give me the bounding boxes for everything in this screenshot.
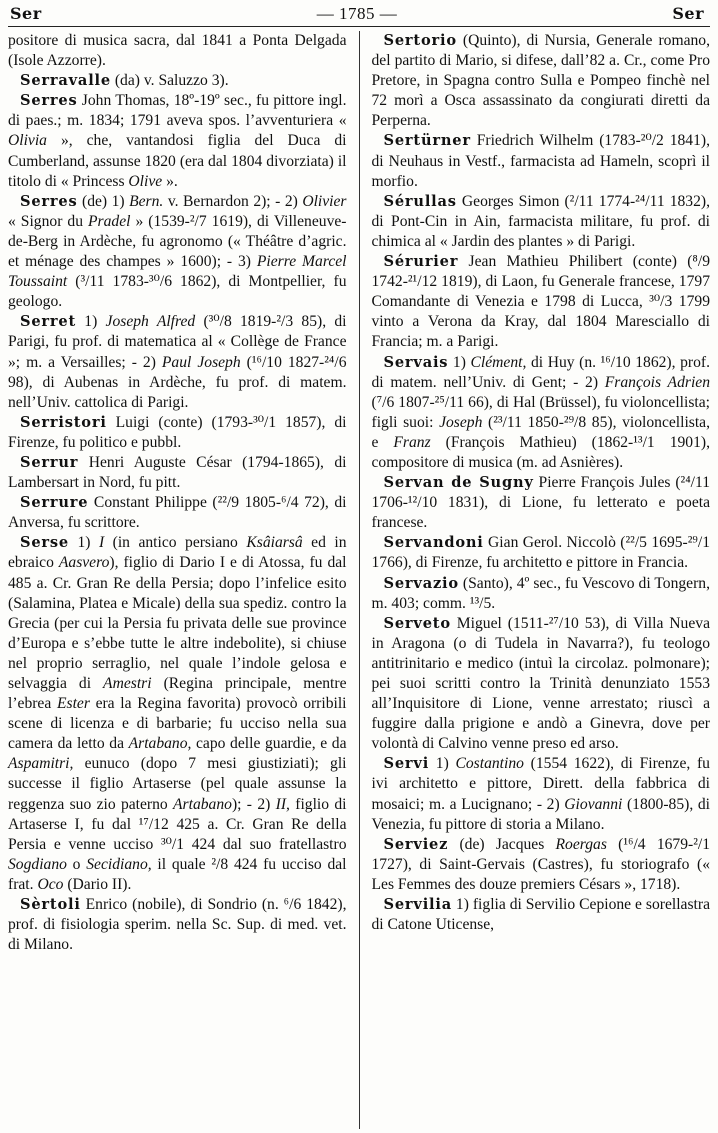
dictionary-entry xyxy=(8,493,347,533)
dictionary-entry xyxy=(8,312,347,412)
entry-text: (¹⁶/4 1679-²/1 1727), di Saint-Gervais (Castres), fu storiografo (« Les Femmes des douze premiers Césars », 1718). xyxy=(371,835,710,893)
entry-text: capo delle guardie, e da xyxy=(191,735,347,753)
entry-text: Luigi (conte) (1793-³⁰/1 1857), di Firenze, fu politico e pubbl. xyxy=(8,413,347,451)
entry-text: Constant Philippe (²²/9 1805-⁶/4 72), di Anversa, fu scrittore. xyxy=(8,494,347,532)
entry-text: ». xyxy=(162,172,178,190)
dictionary-entry xyxy=(372,252,711,352)
entry-headword: Sertorio xyxy=(383,32,457,49)
entry-text: il quale ²/8 424 fu ucciso dal frat. xyxy=(8,855,347,893)
entry-text: Gian Gerol. Niccolò (²²/5 1695-²⁹/1 1766), di Firenze, fu architetto e pittore in Francia. xyxy=(371,534,710,572)
entry-headword: Sérullas xyxy=(383,192,457,210)
entry-text: Enrico (nobile), di Sondrio (n. ⁶/6 1842), prof. di fisiologia sperim. nella Sc. Sup. di med. vet. di Milano. xyxy=(8,896,347,954)
entry-italic-text: Secidiano, xyxy=(86,855,152,873)
entry-text: positore di musica sacra, dal 1841 a Ponta Delgada (Isole Azzorre). xyxy=(8,32,347,70)
page-number: — 1785 — xyxy=(316,4,398,23)
entry-text: 1) xyxy=(69,534,99,552)
entry-italic-text: I xyxy=(98,534,105,552)
entry-text: v. Bernardon 2); - 2) xyxy=(163,192,303,210)
entry-headword: Servandoni xyxy=(383,534,484,552)
entry-headword: Serse xyxy=(20,534,70,552)
entry-text: (Quinto), di Nursia, Generale romano, del partito di Mario, si difese, dall’82 a. Cr., come Pro Pretore, in Spagna contro Sulla e Pompeo finchè nel 72 morì a Osca assassinato da congiurati diretti da Perperna. xyxy=(371,32,710,130)
entry-headword: Serviez xyxy=(383,835,449,853)
entry-text: ), figlio di Dario I e di Atossa, fu dal 485 a. Cr. Gran Re della Persia; dopo l’infelice esito (Salamina, Platea e Micale) della sua spediz. contro la Grecia (per cui la Persia fu privata delle sue province d’Europa e s’ebbe tutte le altre indebolite), si chiuse nel proprio serraglio, nel quale l’indole gelosa e selvaggia di xyxy=(8,554,347,692)
dictionary-entry xyxy=(372,614,711,755)
entry-italic-text: Clément, xyxy=(470,353,527,371)
dictionary-entry xyxy=(372,533,711,573)
entry-text: (in antico persiano xyxy=(104,534,247,552)
entry-headword: Servazio xyxy=(383,574,459,592)
entry-text: Pierre François Jules (²⁴/11 1706-¹²/10 1831), di Lione, fu letterato e poeta francese. xyxy=(371,474,711,532)
right-column xyxy=(360,31,711,1129)
entry-headword: Serristori xyxy=(20,413,107,431)
entry-italic-text: Olivier xyxy=(302,192,347,210)
dictionary-entry xyxy=(372,574,711,614)
entry-italic-text: II, xyxy=(275,795,290,813)
entry-italic-text: Ester xyxy=(56,695,90,713)
entry-headword: Serret xyxy=(20,313,77,331)
entry-headword: Serravalle xyxy=(20,72,111,90)
dictionary-entry xyxy=(8,895,347,955)
dictionary-entry xyxy=(372,835,711,895)
entry-text: (³/11 1783-³⁰/6 1862), di Montpellier, fu geologo. xyxy=(8,273,347,311)
entry-headword: Servais xyxy=(383,353,449,371)
entry-text: eunuco (dopo 7 mesi giustiziati); gli successe il figlio Artaserse (pel quale assunse la reggenza suo zio paterno xyxy=(8,755,347,813)
entry-italic-text: Pierre Marcel Toussaint xyxy=(8,253,347,291)
entry-text: o xyxy=(66,855,87,873)
entry-text: (⁷/6 1807-²⁵/11 66), di Hal (Brüssel), fu violoncellista; figli suoi: xyxy=(371,393,710,431)
entry-text: 1) figlia di Servilio Cepione e sorellastra di Catone Uticense, xyxy=(371,896,710,934)
entry-text: (Dario II). xyxy=(63,875,132,893)
entry-text: (1554 1622), di Firenze, fu ivi architetto e pittore, Dirett. della fabbrica di mosaici; m. a Lucignano; - 2) xyxy=(371,755,710,813)
entry-headword: Serres xyxy=(20,92,78,110)
entry-text: Friedrich Wilhelm (1783-²⁰/2 1841), di Neuhaus in Vestf., farmacista ad Hameln, scoprì il morfio. xyxy=(371,132,710,190)
entry-italic-text: Artabano xyxy=(173,795,232,813)
entry-text: Jean Mathieu Philibert (conte) (⁸/9 1742-²¹/12 1819), di Laon, fu Generale francese, 1797 Comandante di Venezia e 1798 di Lucca, ³⁰/3 1799 vinto a Verona da Kray, dal 1804 Maresciallo di Francia; m. a Parigi. xyxy=(371,253,710,351)
entry-headword: Serres xyxy=(20,192,78,210)
dictionary-entry xyxy=(372,31,711,131)
entry-italic-text: Pradel xyxy=(88,212,131,230)
entry-text: di Huy (n. ¹⁶/10 1862), prof. di matem. nell’Univ. di Gent; - 2) xyxy=(371,353,710,391)
dictionary-entry xyxy=(372,192,711,252)
entry-italic-text: Paul Joseph xyxy=(161,353,241,371)
entry-text: (1800-85), di Venezia, fu pittore di storia a Milano. xyxy=(371,795,711,833)
entry-text: John Thomas, 18º-19º sec., fu pittore ingl. di paes.; m. 1834; 1791 aveva spos. l’avventuriera « xyxy=(8,92,347,130)
entry-text: figlio di Artaserse I, fu dal ¹⁷/12 425 a. Cr. Gran Re della Persia e venne ucciso ³⁰/1 424 dal suo fratellastro xyxy=(8,795,347,853)
header-rule xyxy=(8,26,710,27)
dictionary-entry xyxy=(8,71,347,91)
entry-text: » (1539-²/7 1619), di Villeneuve-de-Berg in Ardèche, fu agronomo (« Théâtre d’agric. et ménage des champes » 1600); - 3) xyxy=(8,212,347,271)
entry-text: (²³/11 1850-²⁹/8 85), violoncellista, e xyxy=(371,413,710,451)
entry-text: 1) xyxy=(448,353,471,371)
dictionary-entry xyxy=(8,31,347,71)
entry-italic-text: Giovanni xyxy=(564,795,623,813)
page-header xyxy=(8,4,710,26)
entry-text: 1) xyxy=(429,755,456,773)
dictionary-entry xyxy=(372,353,711,474)
entry-headword: Sertürner xyxy=(383,132,471,150)
left-column xyxy=(8,31,359,1129)
entry-text: (da) v. Saluzzo 3). xyxy=(110,72,229,90)
entry-italic-text: Aasvero xyxy=(58,554,110,572)
entry-text: (³⁰/8 1819-²/3 85), di Parigi, fu prof. di matematica al « Collège de France »; m. a Versailles; - 2) xyxy=(8,313,347,371)
entry-text: ed in ebraico xyxy=(8,534,347,572)
header-left-guideword: Ser xyxy=(10,4,42,23)
dictionary-entry xyxy=(8,91,347,191)
entry-italic-text: Bern. xyxy=(129,192,164,210)
entry-headword: Serveto xyxy=(383,614,451,632)
two-column-body xyxy=(8,31,710,1129)
entry-italic-text: Sogdiano xyxy=(8,855,67,873)
entry-italic-text: Amestri xyxy=(103,675,152,692)
entry-text: Miguel (1511-²⁷/10 53), di Villa Nueva in Aragona (o di Tudela in Navarra?), fu teologo antitrinitario e medico (intuì la circolaz. polmonare); pei suoi scritti contro la Trinità denunziato 1553 all’Inquisitore di Lione, venne arrestato; riuscì a fuggire dalla prigione e andò a Ginevra, dove per volontà di Calvino venne preso ed arso. xyxy=(371,614,710,753)
entry-italic-text: Artabano, xyxy=(128,735,192,753)
entry-headword: Serrure xyxy=(20,494,89,512)
dictionary-entry xyxy=(372,895,711,935)
entry-text: Henri Auguste César (1794-1865), di Lambersart in Nord, fu pitt. xyxy=(8,453,347,492)
entry-text: era la Regina favorita) provocò orribili scene di licenza e di barbarie; fu ucciso nella sua camera da letto da xyxy=(8,695,347,753)
entry-text: », che, vantandosi figlia del Duca di Cumberland, assunse 1820 (era dal 1804 divorziata) il titolo di « Princess xyxy=(8,132,347,190)
dictionary-entry xyxy=(372,473,711,533)
entry-text: Georges Simon (²/11 1774-²⁴/11 1832), di Pont-Cin in Ain, farmacista militare, fu prof. di chimica al « Jardin des plantes » di Parigi. xyxy=(371,192,710,250)
entry-italic-text: Olivia xyxy=(8,132,47,150)
entry-headword: Sérurier xyxy=(383,253,459,271)
entry-italic-text: Joseph Alfred xyxy=(105,313,196,331)
entry-text: (¹⁶/10 1827-²⁴/6 98), di Aubenas in Ardèche, fu prof. di matem. nell’Univ. cattolica di Parigi. xyxy=(8,353,347,411)
entry-italic-text: François Adrien xyxy=(604,373,710,391)
entry-headword: Servilia xyxy=(383,896,452,914)
entry-text: ); - 2) xyxy=(231,795,276,813)
entry-text: « Signor du xyxy=(8,212,89,230)
entry-italic-text: Joseph xyxy=(439,413,483,431)
dictionary-entry xyxy=(372,131,711,191)
entry-italic-text: Ksâiarsâ xyxy=(246,534,303,552)
dictionary-entry xyxy=(8,413,347,453)
dictionary-entry xyxy=(8,453,347,493)
dictionary-entry xyxy=(8,192,347,313)
entry-italic-text: Oco xyxy=(37,875,64,893)
entry-italic-text: Franz xyxy=(393,433,431,451)
entry-italic-text: Aspamitri, xyxy=(8,755,74,773)
entry-text: (de) 1) xyxy=(77,192,130,210)
entry-italic-text: Olive xyxy=(128,172,163,190)
entry-headword: Sèrtoli xyxy=(20,896,81,914)
entry-italic-text: Roergas xyxy=(555,835,607,853)
header-right-guideword: Ser xyxy=(672,4,704,23)
entry-headword: Servan de Sugny xyxy=(383,474,534,492)
entry-italic-text: Costantino xyxy=(455,755,524,773)
dictionary-entry xyxy=(372,754,711,834)
entry-headword: Serrur xyxy=(20,453,79,471)
entry-text: (de) Jacques xyxy=(448,835,556,853)
entry-text: (François Mathieu) (1862-¹³/1 1901), compositore di musica (m. ad Asnières). xyxy=(371,433,710,471)
entry-headword: Servi xyxy=(383,755,430,773)
entry-text: (Santo), 4º sec., fu Vescovo di Tongern, m. 403; comm. ¹³/5. xyxy=(371,574,710,612)
dictionary-entry xyxy=(8,533,347,895)
entry-text: 1) xyxy=(76,313,106,331)
entry-text: (Regina principale, mentre l’ebrea xyxy=(8,675,347,713)
